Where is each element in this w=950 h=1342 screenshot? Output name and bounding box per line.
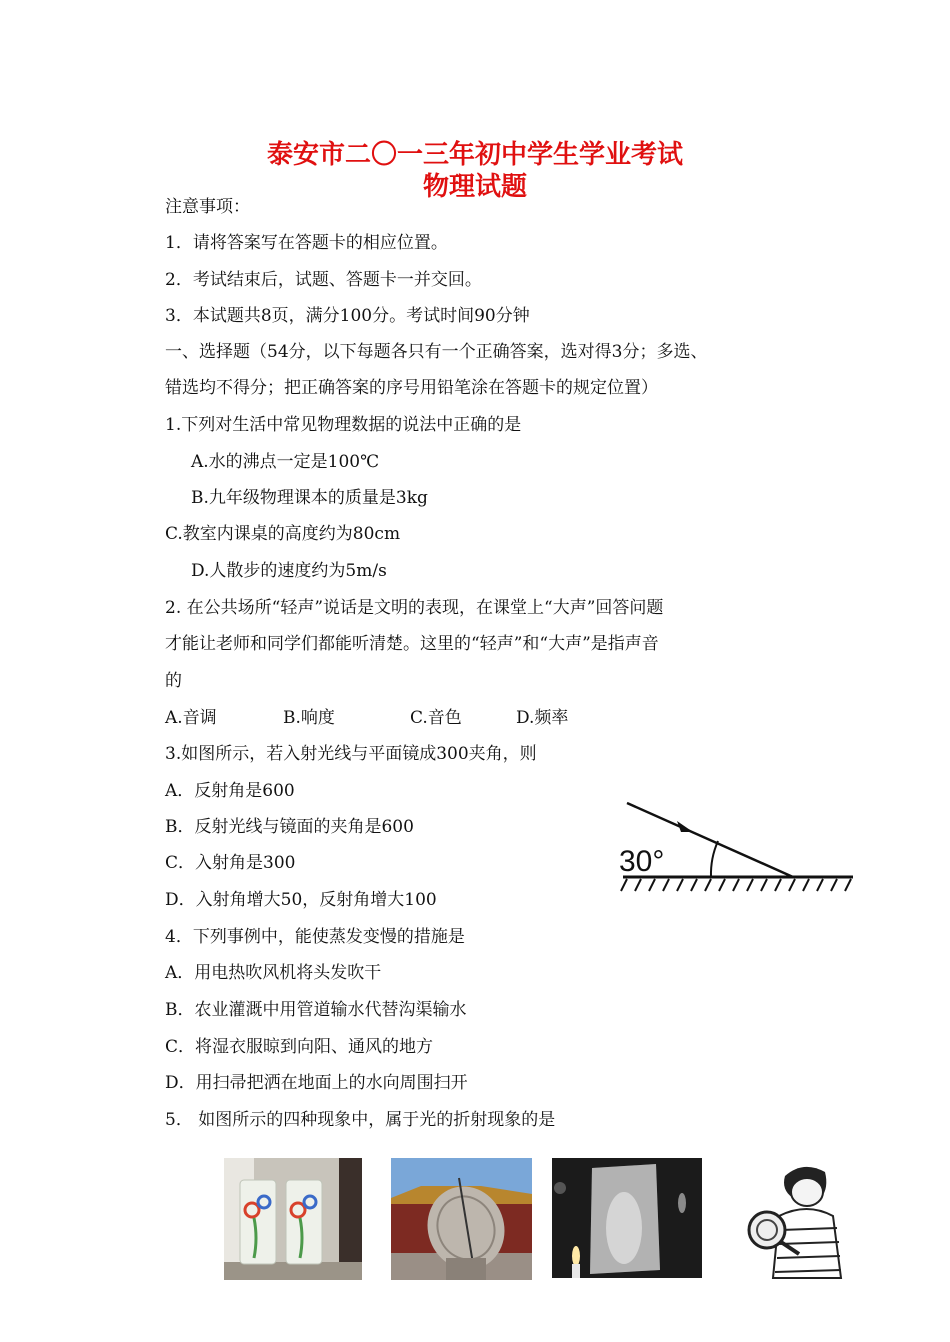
notes-heading: 注意事项：: [165, 197, 250, 217]
section-intro: 一、选择题（54分，以下每题各只有一个正确答案，选对得3分；多选、: [165, 342, 708, 362]
q1-option-c: C.教室内课桌的高度约为80cm: [165, 524, 401, 544]
sundial-photo: [391, 1158, 532, 1280]
q4-option-d: D．用扫帚把洒在地面上的水向周围扫开: [165, 1073, 468, 1093]
magnifier-boy-drawing: [733, 1158, 868, 1280]
q4-option-c: C．将湿衣服晾到向阳、通风的地方: [165, 1037, 434, 1057]
q3-option-a: A．反射角是600: [165, 781, 295, 801]
exam-subtitle: 物理试题: [422, 172, 527, 202]
q4-option-b: B．农业灌溉中用管道输水代替沟渠输水: [165, 1000, 467, 1020]
q3-option-b: B．反射光线与镜面的夹角是600: [165, 817, 414, 837]
q2-option-b: B.响度: [283, 708, 335, 728]
q3-option-c: C．入射角是300: [165, 853, 296, 873]
note-item: 2．考试结束后，试题、答题卡一并交回。: [165, 270, 482, 290]
q1-option-b: B.九年级物理课本的质量是3kg: [191, 488, 428, 508]
q3-stem: 3.如图所示，若入射光线与平面镜成300夹角，则: [165, 744, 537, 764]
q1-option-d: D.人散步的速度约为5m/s: [191, 561, 387, 581]
q1-option-a: A.水的沸点一定是100℃: [191, 452, 380, 472]
exam-title: 泰安市二〇一三年初中学生学业考试: [266, 140, 683, 170]
angle-label: 30°: [619, 845, 665, 878]
vases-mirror-photo: [224, 1158, 362, 1280]
mirror-reflection-figure: [615, 795, 860, 900]
note-item: 3．本试题共8页，满分100分。考试时间90分钟: [165, 306, 530, 326]
q2-stem: 的: [165, 671, 182, 691]
candle-glass-photo: [552, 1158, 702, 1278]
q1-stem: 1.下列对生活中常见物理数据的说法中正确的是: [165, 415, 522, 435]
q2-option-d: D.频率: [516, 708, 569, 728]
q5-stem: 5． 如图所示的四种现象中，属于光的折射现象的是: [165, 1110, 556, 1130]
note-item: 1．请将答案写在答题卡的相应位置。: [165, 233, 448, 253]
q2-option-a: A.音调: [165, 708, 217, 728]
q2-option-c: C.音色: [410, 708, 462, 728]
q3-option-d: D．入射角增大50，反射角增大100: [165, 890, 437, 910]
q2-stem: 2. 在公共场所“轻声”说话是文明的表现，在课堂上“大声”回答问题: [165, 598, 664, 618]
section-intro: 错选均不得分；把正确答案的序号用铅笔涂在答题卡的规定位置）: [165, 378, 658, 398]
q2-stem: 才能让老师和同学们都能听清楚。这里的“轻声”和“大声”是指声音: [165, 634, 659, 654]
q4-option-a: A．用电热吹风机将头发吹干: [165, 963, 382, 983]
q4-stem: 4．下列事例中，能使蒸发变慢的措施是: [165, 927, 465, 947]
